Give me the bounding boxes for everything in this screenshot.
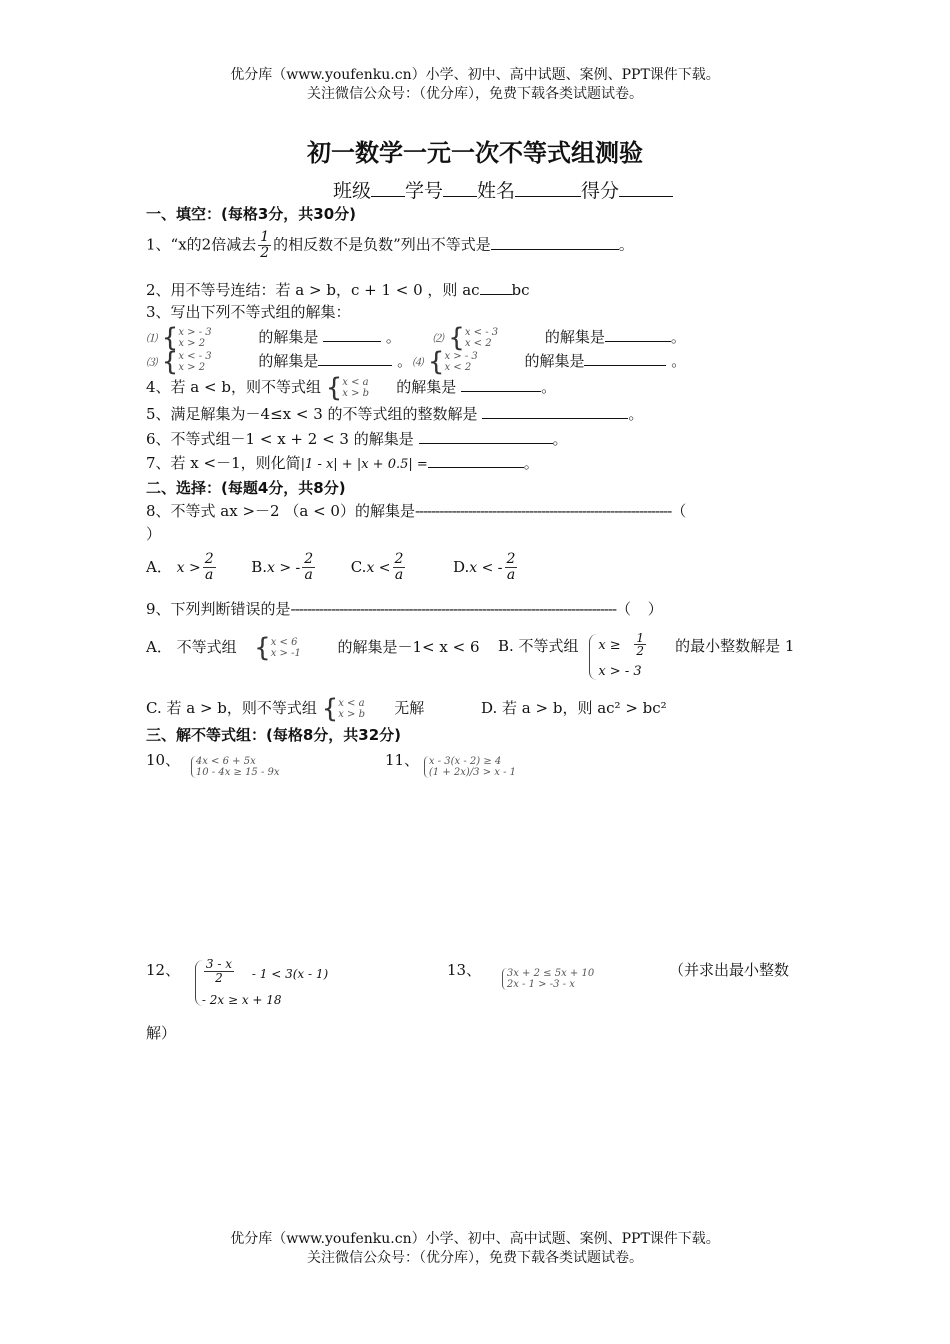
- q9-option-c-text-2: 无解: [394, 699, 425, 717]
- q8-option-d-label: D.: [453, 557, 470, 576]
- q8-close-paren: ）: [146, 525, 162, 543]
- q1-text-2: 的相反数不是负数”列出不等式是: [273, 235, 491, 254]
- name-blank[interactable]: [515, 179, 581, 197]
- question-1: [146, 230, 634, 261]
- q3-3-answer-blank[interactable]: [318, 348, 392, 366]
- q12-row-1-rest: - 1 < 3(x - 1): [251, 967, 329, 981]
- q8-option-b-fraction: [302, 552, 315, 583]
- question-4: [146, 373, 557, 403]
- footer-line-1: 优分库（www.youfenku.cn）小学、初中、高中试题、案例、PPT课件下载。: [230, 1231, 720, 1247]
- q8-option-d[interactable]: [453, 551, 519, 583]
- q9-b-row-1: x ≥: [598, 638, 621, 653]
- q1-fraction: [258, 230, 271, 261]
- q5-end: 。: [628, 405, 644, 423]
- q8-option-b-label: B.: [251, 557, 267, 576]
- q7-text: 7、若 x <－1，则化简: [146, 454, 301, 472]
- class-blank[interactable]: [371, 179, 405, 197]
- question-3: 3、写出下列不等式组的解集：: [146, 303, 351, 321]
- q4-system: x < a x > b: [342, 377, 370, 399]
- q4-text: 4、若 a < b，则不等式组: [146, 378, 321, 396]
- q3-3-end: 。: [397, 352, 413, 370]
- q3-2-text: 的解集是: [544, 328, 605, 346]
- q8-option-d-den: a: [506, 567, 516, 583]
- q12-system: [195, 957, 382, 1007]
- q9-option-b-text-2: 的最小整数解是 1: [675, 637, 795, 655]
- q3-1-brace-icon: {: [161, 323, 179, 353]
- q4-text-2: 的解集是: [396, 378, 457, 396]
- q9-a-row-1: x < 6: [270, 637, 298, 648]
- q3-4-text: 的解集是: [524, 352, 585, 370]
- q2-end: bc: [511, 281, 530, 299]
- header-line-2: 关注微信公众号：（优分库），免费下载各类试题试卷。: [307, 86, 643, 102]
- q8-option-b-sign: x > -: [266, 559, 301, 576]
- q3-3-brace-icon: {: [161, 347, 179, 377]
- q13-number: 13、: [447, 961, 482, 979]
- score-blank[interactable]: [619, 179, 673, 197]
- q9-option-c-text: C. 若 a > b，则不等式组: [146, 699, 317, 717]
- q8-option-b[interactable]: [251, 551, 317, 583]
- q8-text: 8、不等式 ax >－2 （a < 0）的解集是: [146, 502, 415, 520]
- q8-option-c-den: a: [394, 567, 404, 583]
- question-12: [146, 957, 382, 1007]
- q5-answer-blank[interactable]: [482, 401, 628, 419]
- q8-option-d-sign: x < -: [469, 559, 503, 576]
- q3-3-system: x < - 3 x > 2: [178, 351, 212, 373]
- question-8: [146, 501, 685, 521]
- question-7: [146, 450, 539, 475]
- q13-row-1: 3x + 2 ≤ 5x + 10: [506, 968, 595, 979]
- q4-end: 。: [541, 378, 557, 396]
- question-2: [146, 277, 530, 300]
- q12-fraction: [204, 958, 234, 985]
- q8-options: [146, 552, 519, 583]
- q8-option-a-sign: x >: [176, 559, 201, 576]
- q3-2-system: x < - 3 x < 2: [464, 327, 499, 349]
- footer-line-2: 关注微信公众号：（优分库），免费下载各类试题试卷。: [307, 1250, 643, 1266]
- q3-3-number: ⑶: [146, 356, 157, 369]
- q3-2-answer-blank[interactable]: [605, 324, 671, 342]
- question-3-row-2: [146, 347, 687, 377]
- q10-row-1: 4x < 6 + 5x: [195, 756, 256, 767]
- q7-end: 。: [523, 454, 539, 472]
- q8-option-c-label: C.: [350, 557, 367, 576]
- q8-option-d-fraction: [505, 552, 518, 583]
- q3-4-answer-blank[interactable]: [584, 348, 666, 366]
- q9-b-num: 1: [636, 631, 644, 645]
- q3-2-brace-icon: {: [448, 323, 465, 353]
- q13-rows: [507, 968, 657, 990]
- q9-option-a-text: A． 不等式组: [146, 638, 237, 656]
- q11-row-2: (1 + 2x)/3 > x - 1: [428, 767, 516, 778]
- q9-option-a[interactable]: [146, 633, 480, 663]
- id-label: 学号: [405, 180, 444, 202]
- q9-text: 9、下列判断错误的是: [146, 600, 291, 618]
- q3-1-number: ⑴: [146, 332, 157, 345]
- q8-option-c-fraction: [393, 552, 406, 583]
- q9-b-fraction: [634, 632, 646, 657]
- student-info-line: [333, 176, 673, 203]
- q8-option-d-num: 2: [506, 551, 516, 567]
- question-13: [447, 960, 657, 990]
- q3-1-end: 。: [385, 328, 401, 346]
- section-1-heading: 一、填空：(每格3分，共30分): [146, 205, 357, 223]
- q4-answer-blank[interactable]: [461, 374, 541, 392]
- name-label: 姓名: [477, 180, 516, 202]
- q8-option-a[interactable]: [146, 551, 218, 583]
- q8-option-b-den: a: [304, 567, 313, 583]
- q7-answer-blank[interactable]: [428, 450, 524, 468]
- q1-answer-blank[interactable]: [491, 232, 619, 250]
- q4-brace-icon: {: [325, 373, 343, 403]
- q8-option-a-num: 2: [204, 551, 214, 567]
- q12-number: 12、: [146, 961, 181, 979]
- q5-text: 5、满足解集为－4≤x < 3 的不等式组的整数解是: [146, 405, 478, 423]
- q8-option-b-num: 2: [304, 551, 314, 567]
- question-10: [146, 750, 280, 778]
- q11-system: [424, 756, 516, 778]
- q1-end: 。: [618, 235, 634, 254]
- section-2-heading: 二、选择：(每题4分，共8分): [146, 479, 346, 497]
- q8-option-a-den: a: [204, 567, 214, 583]
- q10-number: 10、: [146, 751, 181, 769]
- score-label: 得分: [581, 180, 620, 202]
- q3-4-system: x > - 3 x < 2: [444, 351, 478, 373]
- q12-den: 2: [215, 971, 223, 985]
- id-blank[interactable]: [443, 179, 477, 197]
- q10-row-2: 10 - 4x ≥ 15 - 9x: [195, 767, 280, 778]
- q1-text: 1、“x的2倍减去: [146, 235, 257, 254]
- page-title: 初一数学一元一次不等式组测验: [307, 139, 643, 167]
- question-6: [146, 426, 568, 449]
- q9-dash-line: --------------------------------------------------------------------------------（ ）: [290, 600, 662, 618]
- q8-option-c-num: 2: [394, 551, 404, 567]
- q6-text: 6、不等式组－1 < x + 2 < 3 的解集是: [146, 430, 414, 448]
- q9-a-system: [271, 637, 333, 659]
- question-11: [385, 750, 516, 778]
- q1-numerator: 1: [260, 229, 270, 245]
- q9-option-a-text-2: 的解集是－1< x < 6: [337, 638, 480, 656]
- q13-note-2: 解）: [146, 1024, 177, 1042]
- q9-c-brace-icon: {: [321, 694, 339, 724]
- q3-1-text: 的解集是: [258, 328, 319, 346]
- q9-a-brace-icon: {: [254, 633, 271, 663]
- q10-system: [191, 756, 280, 778]
- q3-4-brace-icon: {: [427, 347, 445, 377]
- q1-denominator: 2: [260, 245, 270, 261]
- q8-option-c[interactable]: [350, 551, 408, 583]
- q2-text: 2、用不等号连结：若 a > b，c + 1 < 0 ，则 ac: [146, 281, 480, 299]
- q8-option-c-sign: x <: [366, 559, 391, 576]
- q9-b-row-2: x > - 3: [598, 664, 642, 679]
- q9-option-d[interactable]: D. 若 a > b，则 ac² > bc²: [481, 699, 667, 717]
- question-9: [146, 599, 662, 619]
- q9-option-b[interactable]: [498, 631, 795, 682]
- q6-answer-blank[interactable]: [419, 426, 553, 444]
- q9-option-c[interactable]: [146, 694, 425, 724]
- question-5: [146, 401, 643, 424]
- q11-row-1: x - 3(x - 2) ≥ 4: [428, 756, 502, 767]
- q3-1-answer-blank[interactable]: [323, 324, 381, 342]
- q8-option-a-label: A．: [146, 557, 172, 576]
- q6-end: 。: [552, 430, 568, 448]
- q8-dash-line: ---------------------------------------------------------------（: [414, 502, 686, 520]
- q3-2-number: ⑵: [432, 332, 444, 345]
- q7-expression: |1 - x| + |x + 0.5| =: [300, 457, 428, 472]
- q3-1-system: x > - 3 x > 2: [178, 327, 212, 349]
- q9-c-system: x < a x > b: [338, 698, 366, 720]
- q3-4-number: ⑷: [412, 356, 424, 369]
- q9-b-system: [589, 631, 670, 680]
- q11-number: 11、: [385, 751, 420, 769]
- q10-rows: [196, 756, 280, 778]
- q9-a-row-2: x > -1: [270, 648, 301, 659]
- q12-num: 3 - x: [205, 957, 232, 971]
- q2-answer-blank[interactable]: [480, 277, 512, 295]
- q13-system: [502, 968, 657, 990]
- q12-row-2: - 2x ≥ x + 18: [201, 993, 282, 1007]
- q9-b-den: 2: [636, 644, 644, 658]
- q3-4-end: 。: [671, 352, 687, 370]
- q11-rows: [429, 756, 516, 778]
- q3-2-end: 。: [670, 328, 686, 346]
- question-3-row-1: [146, 323, 686, 353]
- q9-option-b-text: B. 不等式组: [498, 637, 579, 655]
- q13-note: （并求出最小整数: [669, 961, 790, 979]
- q8-option-a-fraction: [203, 552, 216, 583]
- q13-row-2: 2x - 1 > -3 - x: [506, 979, 575, 990]
- class-label: 班级: [333, 180, 372, 202]
- header-line-1: 优分库（www.youfenku.cn）小学、初中、高中试题、案例、PPT课件下载。: [230, 67, 720, 83]
- q3-3-text: 的解集是: [258, 352, 319, 370]
- section-3-heading: 三、解不等式组：(每格8分，共32分): [146, 726, 402, 744]
